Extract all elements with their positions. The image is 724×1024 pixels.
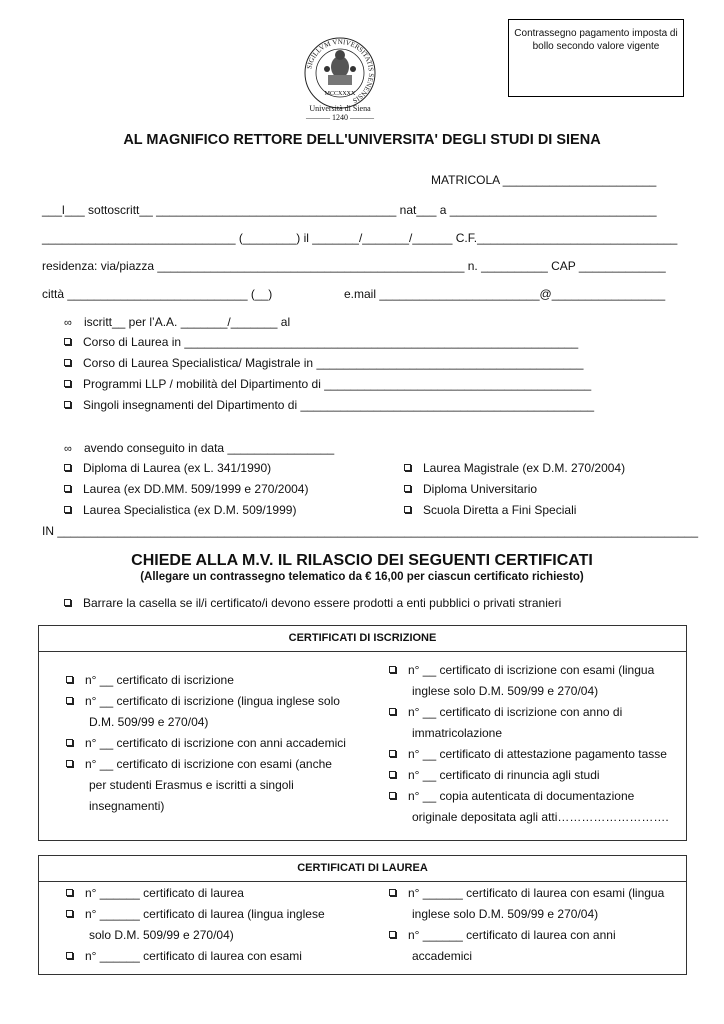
divider (39, 881, 686, 882)
checkbox[interactable] (66, 910, 73, 917)
logo-caption-name: Università di Siena (309, 104, 371, 113)
enrollment-cert-option[interactable]: n° __ certificato di iscrizione con anni accademici (66, 736, 346, 750)
request-subheading: (Allegare un contrassegno telematico da € 16,00 per ciascun certificato richiesto) (140, 571, 584, 583)
enrollment-cert-option[interactable]: n° __ certificato di iscrizione con esami (anche (66, 757, 332, 771)
degree-option[interactable]: Laurea Specialistica (ex D.M. 509/1999) (64, 503, 296, 517)
degree-option[interactable]: Laurea Magistrale (ex D.M. 270/2004) (404, 461, 625, 475)
in-field[interactable]: IN ________________________________________________________________________________________________ (42, 524, 699, 538)
option-continuation: accademici (412, 949, 473, 963)
checkbox[interactable] (389, 792, 396, 799)
city-field[interactable]: città ___________________________ (__) (42, 287, 273, 301)
option-continuation: D.M. 509/99 e 270/04) (89, 715, 209, 729)
checkbox[interactable] (64, 485, 71, 492)
birthdate-cf-line[interactable]: _____________________________ (________) il _______/_______/______ C.F.______________________________ (42, 231, 678, 245)
enrolled-intro: ∞ iscritt__ per l’A.A. _______/_______ al (64, 315, 291, 329)
request-heading: CHIEDE ALLA M.V. IL RILASCIO DEI SEGUENTI CERTIFICATI (131, 552, 593, 569)
checkbox[interactable] (389, 666, 396, 673)
checkbox[interactable] (66, 697, 73, 704)
option-continuation: solo D.M. 509/99 e 270/04) (89, 928, 234, 942)
degree-cert-option[interactable]: n° ______ certificato di laurea con anni (389, 928, 616, 942)
degree-cert-option[interactable]: n° ______ certificato di laurea con esami (66, 949, 302, 963)
option-continuation: per studenti Erasmus e iscritti a singoli (89, 778, 294, 792)
infinity-bullet-icon: ∞ (64, 317, 72, 329)
enrollment-cert-option[interactable]: n° __ certificato di iscrizione con esami (lingua (389, 663, 654, 677)
degree-cert-option[interactable]: n° ______ certificato di laurea (lingua inglese (66, 907, 325, 921)
checkbox[interactable] (389, 771, 396, 778)
checkbox[interactable] (404, 464, 411, 471)
degree-option[interactable]: Diploma di Laurea (ex L. 341/1990) (64, 461, 271, 475)
checkbox[interactable] (64, 380, 71, 387)
checkbox[interactable] (66, 739, 73, 746)
checkbox[interactable] (64, 338, 71, 345)
graduated-intro: ∞ avendo conseguito in data ________________ (64, 441, 335, 455)
option-continuation: insegnamenti) (89, 799, 165, 813)
enrolled-option[interactable]: Corso di Laurea Specialistica/ Magistrale in ________________________________________ (64, 356, 583, 370)
enrollment-cert-option[interactable]: n° __ certificato di iscrizione con anno di (389, 705, 622, 719)
checkbox[interactable] (64, 359, 71, 366)
enrollment-certificates-heading: CERTIFICATI DI ISCRIZIONE (288, 632, 437, 644)
enrollment-cert-option[interactable]: n° __ certificato di rinuncia agli studi (389, 768, 600, 782)
checkbox[interactable] (66, 676, 73, 683)
checkbox[interactable] (66, 889, 73, 896)
logo-caption (292, 104, 388, 122)
option-continuation: immatricolazione (412, 726, 503, 740)
checkbox[interactable] (389, 931, 396, 938)
checkbox[interactable] (64, 401, 71, 408)
checkbox[interactable] (404, 485, 411, 492)
enrollment-cert-option[interactable]: n° __ certificato di attestazione pagamento tasse (389, 747, 667, 761)
degree-cert-option[interactable]: n° ______ certificato di laurea con esami (lingua (389, 886, 664, 900)
option-continuation: originale depositata agli atti………………………. (412, 810, 669, 824)
checkbox[interactable] (389, 750, 396, 757)
name-birth-line[interactable]: ___l___ sottoscritt__ ____________________________________ nat___ a _______________________________ (42, 203, 657, 217)
checkbox[interactable] (64, 599, 71, 606)
email-field[interactable]: e.mail ________________________@_________________ (344, 287, 666, 301)
enrollment-cert-option[interactable]: n° __ copia autenticata di documentazione (389, 789, 634, 803)
foreign-option[interactable]: Barrare la casella se il/i certificato/i devono essere prodotti a enti pubblici o privati stranieri (64, 596, 561, 610)
enrolled-option[interactable]: Programmi LLP / mobilità del Dipartimento di ________________________________________ (64, 377, 591, 391)
degree-option[interactable]: Laurea (ex DD.MM. 509/1999 e 270/2004) (64, 482, 308, 496)
degree-cert-option[interactable]: n° ______ certificato di laurea (66, 886, 244, 900)
option-continuation: inglese solo D.M. 509/99 e 270/04) (412, 684, 599, 698)
checkbox[interactable] (404, 506, 411, 513)
option-continuation: inglese solo D.M. 509/99 e 270/04) (412, 907, 599, 921)
checkbox[interactable] (389, 708, 396, 715)
infinity-bullet-icon: ∞ (64, 443, 72, 455)
page-title: AL MAGNIFICO RETTORE DELL'UNIVERSITA' DEGLI STUDI DI SIENA (123, 132, 601, 148)
enrolled-option[interactable]: Corso di Laurea in ___________________________________________________________ (64, 335, 578, 349)
svg-text:SIGILLVM VNIVERSITATIS SENENSI: SIGILLVM VNIVERSITATIS SENENSIS (305, 37, 376, 105)
enrollment-cert-option[interactable]: n° __ certificato di iscrizione (66, 673, 234, 687)
logo-caption-year: ——— 1240 ——— (306, 113, 374, 122)
checkbox[interactable] (389, 889, 396, 896)
divider (39, 651, 686, 652)
enrolled-option[interactable]: Singoli insegnamenti del Dipartimento di ____________________________________________ (64, 398, 594, 412)
checkbox[interactable] (66, 952, 73, 959)
checkbox[interactable] (66, 760, 73, 767)
svg-text:MCCXXXX: MCCXXXX (324, 91, 356, 97)
residence-line[interactable]: residenza: via/piazza ______________________________________________ n. __________ CAP _____________ (42, 259, 666, 273)
matricola-field[interactable]: MATRICOLA _______________________ (431, 173, 657, 187)
degree-certificates-heading: CERTIFICATI DI LAUREA (297, 862, 428, 874)
degree-option[interactable]: Scuola Diretta a Fini Speciali (404, 503, 576, 517)
degree-option[interactable]: Diploma Universitario (404, 482, 537, 496)
checkbox[interactable] (64, 464, 71, 471)
checkbox[interactable] (64, 506, 71, 513)
enrollment-cert-option[interactable]: n° __ certificato di iscrizione (lingua inglese solo (66, 694, 340, 708)
stamp-text: Contrassegno pagamento imposta di bollo secondo valore vigente (514, 28, 678, 52)
stamp-box (508, 19, 684, 97)
